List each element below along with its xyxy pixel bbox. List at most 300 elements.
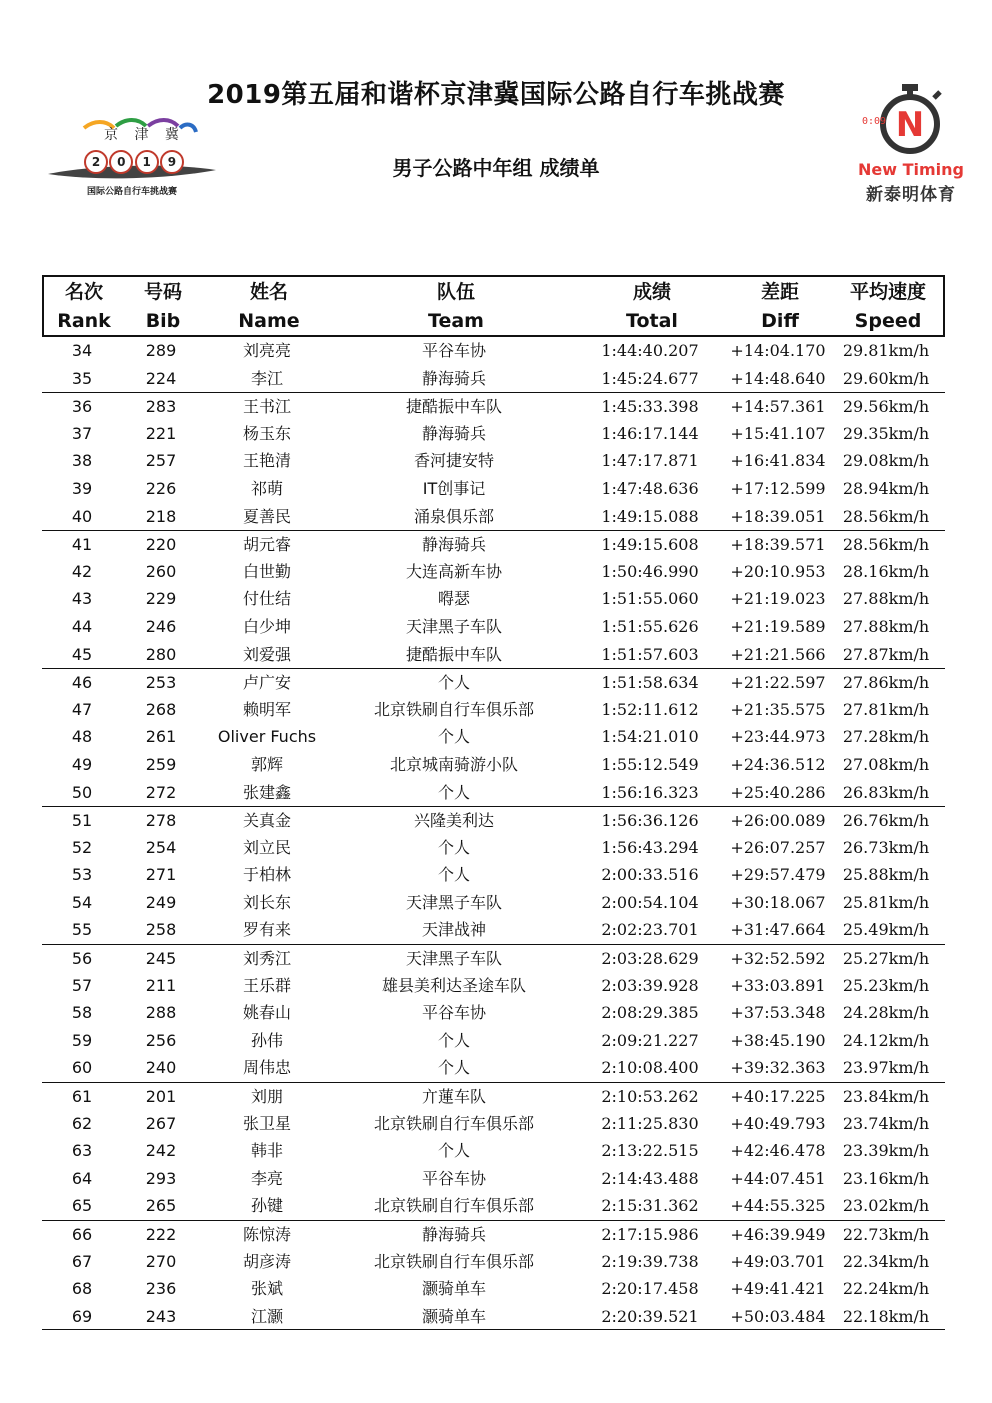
cell-team: 大连高新车协	[405, 561, 502, 581]
cell-total: 1:51:57.603	[601, 644, 699, 664]
logo-year-digit: 1	[135, 150, 159, 174]
cell-speed: 27.28km/h	[842, 727, 930, 747]
table-row	[42, 1220, 945, 1248]
cell-speed: 26.83km/h	[842, 782, 930, 802]
cell-total: 1:51:55.060	[601, 589, 699, 609]
cell-total: 1:51:55.626	[601, 616, 699, 636]
cell-name: 张卫星	[242, 1113, 291, 1133]
cell-diff: +46:39.949	[730, 1225, 826, 1244]
cell-rank: 39	[71, 478, 93, 498]
cell-team: 个人	[437, 1058, 470, 1078]
cell-rank: 66	[71, 1225, 93, 1244]
table-row	[42, 1192, 945, 1220]
cell-bib: 259	[145, 754, 177, 774]
cell-rank: 69	[71, 1306, 93, 1326]
cell-team: 静海骑兵	[421, 423, 486, 443]
cell-team: 静海骑兵	[421, 368, 486, 388]
cell-speed: 22.73km/h	[842, 1225, 930, 1244]
cell-rank: 46	[71, 673, 93, 693]
cell-diff: +38:45.190	[730, 1030, 826, 1050]
cell-name: 刘爱强	[242, 644, 291, 664]
timing-brand-en: New Timing	[858, 160, 964, 179]
cell-speed: 29.56km/h	[842, 397, 930, 417]
cell-total: 1:47:48.636	[601, 478, 699, 498]
cell-diff: +21:19.023	[730, 589, 826, 609]
table-row	[42, 641, 945, 669]
cell-bib: 268	[145, 699, 177, 719]
cell-total: 1:52:11.612	[601, 699, 699, 719]
cell-diff: +18:39.571	[730, 535, 826, 555]
cell-speed: 27.87km/h	[842, 644, 930, 664]
cell-diff: +32:52.592	[730, 949, 826, 969]
cell-bib: 254	[145, 837, 177, 857]
table-row	[42, 944, 945, 972]
cell-name: 于柏林	[242, 865, 291, 885]
cell-diff: +21:21.566	[730, 644, 826, 664]
cell-total: 1:55:12.549	[601, 754, 699, 774]
cell-speed: 28.56km/h	[842, 535, 930, 555]
cell-rank: 52	[71, 837, 93, 857]
cell-diff: +49:41.421	[730, 1279, 826, 1299]
page-title: 2019第五届和谐杯京津冀国际公路自行车挑战赛	[207, 80, 785, 110]
cell-speed: 25.81km/h	[842, 892, 930, 912]
cell-team: 个人	[437, 727, 470, 747]
cell-rank: 62	[71, 1113, 93, 1133]
cell-name: 韩非	[250, 1141, 283, 1161]
cell-speed: 22.34km/h	[842, 1251, 930, 1271]
table-row	[42, 365, 945, 393]
cell-team: 个人	[437, 865, 470, 885]
cell-speed: 23.97km/h	[842, 1058, 930, 1078]
cell-diff: +30:18.067	[730, 892, 826, 912]
cell-team: 个人	[437, 782, 470, 802]
table-body	[42, 337, 945, 1330]
cell-name: 李亮	[250, 1168, 283, 1188]
table-row	[42, 337, 945, 365]
page-subtitle: 男子公路中年组 成绩单	[392, 156, 600, 180]
cell-total: 1:45:33.398	[601, 397, 699, 417]
table-row	[42, 558, 945, 586]
cell-total: 2:13:22.515	[601, 1141, 699, 1161]
cell-team: 雄县美利达圣途车队	[381, 975, 526, 995]
cell-total: 1:46:17.144	[601, 423, 699, 443]
cell-name: 郭辉	[250, 754, 283, 774]
cell-diff: +50:03.484	[730, 1306, 826, 1326]
cell-rank: 64	[71, 1168, 93, 1188]
cell-speed: 29.08km/h	[842, 451, 930, 471]
logo-year-digit: 0	[109, 150, 133, 174]
cell-team: 平谷车协	[421, 341, 486, 360]
table-row	[42, 1248, 945, 1276]
cell-rank: 57	[71, 975, 93, 995]
cell-bib: 253	[145, 673, 177, 693]
cell-total: 1:56:16.323	[601, 782, 699, 802]
table-row	[42, 613, 945, 641]
cell-team: 北京铁刷自行车俱乐部	[373, 1251, 534, 1271]
cell-team: 天津黑子车队	[405, 616, 502, 636]
cell-total: 1:56:43.294	[601, 837, 699, 857]
cell-speed: 27.88km/h	[842, 616, 930, 636]
table-row	[42, 475, 945, 503]
cell-bib: 249	[145, 892, 177, 912]
cell-speed: 26.73km/h	[842, 837, 930, 857]
table-row	[42, 779, 945, 807]
cell-diff: +44:07.451	[730, 1168, 826, 1188]
cell-name: 胡彦涛	[242, 1251, 291, 1271]
cell-total: 2:02:23.701	[601, 920, 699, 940]
cell-team: 涌泉俱乐部	[413, 506, 494, 526]
cell-total: 2:00:54.104	[601, 892, 699, 912]
cell-diff: +14:48.640	[730, 368, 826, 388]
cell-team: 兴隆美利达	[413, 811, 494, 831]
cell-bib: 278	[145, 811, 177, 831]
cell-name: 卢广安	[242, 673, 291, 693]
cell-bib: 280	[145, 644, 177, 664]
cell-name: 刘长东	[242, 892, 291, 912]
cell-diff: +21:22.597	[730, 673, 826, 693]
cell-name: 白世勤	[242, 561, 291, 581]
cell-total: 2:17:15.986	[601, 1225, 699, 1244]
cell-speed: 27.86km/h	[842, 673, 930, 693]
cell-rank: 34	[71, 341, 93, 360]
cell-name: 白少坤	[242, 616, 291, 636]
table-row	[42, 585, 945, 613]
cell-team: 北京铁刷自行车俱乐部	[373, 1113, 534, 1133]
table-row	[42, 889, 945, 917]
results-table	[42, 275, 945, 1330]
table-row	[42, 1054, 945, 1082]
cell-rank: 63	[71, 1141, 93, 1161]
cell-rank: 60	[71, 1058, 93, 1078]
table-row	[42, 392, 945, 420]
cell-team: 灏骑单车	[421, 1306, 486, 1326]
cell-total: 2:00:33.516	[601, 865, 699, 885]
cell-total: 2:03:28.629	[601, 949, 699, 969]
cell-rank: 35	[71, 368, 93, 388]
cell-rank: 54	[71, 892, 93, 912]
cell-total: 1:50:46.990	[601, 561, 699, 581]
cell-diff: +40:49.793	[730, 1113, 826, 1133]
cell-diff: +44:55.325	[730, 1196, 826, 1216]
timing-brand-cn: 新泰明体育	[866, 185, 956, 205]
cell-total: 2:14:43.488	[601, 1168, 699, 1188]
table-row	[42, 916, 945, 944]
cell-speed: 25.49km/h	[842, 920, 930, 940]
table-row	[42, 530, 945, 558]
event-logo	[44, 118, 220, 202]
cell-rank: 43	[71, 589, 93, 609]
logo-year	[84, 150, 184, 174]
cell-team: 北京城南骑游小队	[389, 754, 518, 774]
cell-team: 捷酷振中车队	[405, 644, 502, 664]
cell-speed: 23.84km/h	[842, 1087, 930, 1107]
column-header-speed: 平均速度 Speed	[849, 281, 926, 332]
table-row	[42, 668, 945, 696]
cell-diff: +49:03.701	[730, 1251, 826, 1271]
cell-diff: +31:47.664	[730, 920, 826, 940]
cell-total: 1:51:58.634	[601, 673, 699, 693]
logo-caption: 国际公路自行车挑战赛	[86, 187, 177, 197]
cell-diff: +18:39.051	[730, 506, 826, 526]
cell-speed: 23.02km/h	[842, 1196, 930, 1216]
cell-speed: 29.81km/h	[842, 341, 930, 360]
cell-rank: 56	[71, 949, 93, 969]
cell-speed: 22.24km/h	[842, 1279, 930, 1299]
cell-total: 1:44:40.207	[601, 341, 699, 360]
cell-diff: +40:17.225	[730, 1087, 826, 1107]
table-row	[42, 1082, 945, 1110]
cell-diff: +26:07.257	[730, 837, 826, 857]
cell-bib: 289	[145, 341, 177, 360]
column-header-diff: 差距 Diff	[760, 281, 799, 332]
cell-speed: 28.94km/h	[842, 478, 930, 498]
cell-diff: +14:57.361	[730, 397, 826, 417]
table-row	[42, 503, 945, 531]
cell-rank: 38	[71, 451, 93, 471]
cell-bib: 257	[145, 451, 177, 471]
cell-rank: 47	[71, 699, 93, 719]
cell-team: IT创事记	[422, 478, 486, 498]
cell-speed: 23.74km/h	[842, 1113, 930, 1133]
cell-name: 赖明军	[242, 699, 291, 719]
cell-bib: 261	[145, 727, 177, 747]
table-row	[42, 1137, 945, 1165]
table-row	[42, 834, 945, 862]
cell-rank: 36	[71, 397, 93, 417]
cell-diff: +14:04.170	[730, 341, 826, 360]
column-header-total: 成绩 Total	[626, 281, 678, 332]
cell-team: 灏骑单车	[421, 1279, 486, 1299]
cell-bib: 220	[145, 535, 177, 555]
table-row	[42, 751, 945, 779]
cell-name: 付仕结	[242, 589, 291, 609]
cell-team: 个人	[437, 673, 470, 693]
cell-bib: 272	[145, 782, 177, 802]
cell-bib: 265	[145, 1196, 177, 1216]
logo-name: 京 津 冀	[104, 127, 185, 143]
cell-name: 江灏	[250, 1306, 283, 1326]
cell-speed: 27.08km/h	[842, 754, 930, 774]
cell-rank: 68	[71, 1279, 93, 1299]
cell-team: 捷酷振中车队	[405, 397, 502, 417]
cell-team: 平谷车协	[421, 1003, 486, 1023]
cell-speed: 29.35km/h	[842, 423, 930, 443]
table-row	[42, 420, 945, 448]
cell-bib: 222	[145, 1225, 177, 1244]
table-row	[42, 972, 945, 1000]
cell-speed: 23.16km/h	[842, 1168, 930, 1188]
cell-diff: +42:46.478	[730, 1141, 826, 1161]
cell-total: 2:20:17.458	[601, 1279, 699, 1299]
cell-bib: 271	[145, 865, 177, 885]
cell-total: 2:11:25.830	[601, 1113, 699, 1133]
cell-diff: +25:40.286	[730, 782, 826, 802]
cell-total: 1:49:15.088	[601, 506, 699, 526]
cell-team: 天津黑子车队	[405, 949, 502, 969]
cell-speed: 25.23km/h	[842, 975, 930, 995]
cell-bib: 245	[145, 949, 177, 969]
cell-total: 2:09:21.227	[601, 1030, 699, 1050]
cell-name: 刘立民	[242, 837, 291, 857]
cell-rank: 53	[71, 865, 93, 885]
cell-total: 1:56:36.126	[601, 811, 699, 831]
cell-name: 孙伟	[250, 1030, 283, 1050]
cell-bib: 256	[145, 1030, 177, 1050]
cell-bib: 201	[145, 1087, 177, 1107]
cell-total: 2:08:29.385	[601, 1003, 699, 1023]
timing-dial-text: 0:09	[862, 116, 887, 127]
cell-team: 香河捷安特	[413, 451, 494, 471]
cell-diff: +26:00.089	[730, 811, 826, 831]
cell-name: 王艳清	[242, 451, 291, 471]
cell-total: 2:19:39.738	[601, 1251, 699, 1271]
cell-team: 个人	[437, 1030, 470, 1050]
cell-bib: 240	[145, 1058, 177, 1078]
cell-rank: 49	[71, 754, 93, 774]
svg-text:N: N	[895, 105, 925, 145]
cell-diff: +16:41.834	[730, 451, 826, 471]
cell-diff: +21:35.575	[730, 699, 826, 719]
table-row	[42, 806, 945, 834]
timing-logo	[858, 82, 964, 204]
column-header-rank: 名次 Rank	[57, 281, 111, 332]
cell-name: 夏善民	[242, 506, 291, 526]
cell-name: 王乐群	[242, 975, 291, 995]
table-row	[42, 861, 945, 889]
cell-rank: 65	[71, 1196, 93, 1216]
cell-bib: 211	[145, 975, 177, 995]
cell-bib: 267	[145, 1113, 177, 1133]
cell-rank: 50	[71, 782, 93, 802]
table-row	[42, 999, 945, 1027]
cell-team: 静海骑兵	[421, 1225, 486, 1244]
cell-diff: +17:12.599	[730, 478, 826, 498]
cell-team: 个人	[437, 837, 470, 857]
cell-name: 祁萌	[250, 478, 283, 498]
cell-diff: +15:41.107	[730, 423, 826, 443]
cell-diff: +21:19.589	[730, 616, 826, 636]
cell-rank: 59	[71, 1030, 93, 1050]
cell-name: 刘朋	[250, 1087, 283, 1107]
cell-total: 2:10:53.262	[601, 1087, 699, 1107]
cell-diff: +33:03.891	[730, 975, 826, 995]
cell-speed: 22.18km/h	[842, 1306, 930, 1326]
cell-bib: 258	[145, 920, 177, 940]
column-header-team: 队伍 Team	[428, 281, 484, 332]
cell-bib: 226	[145, 478, 177, 498]
cell-rank: 67	[71, 1251, 93, 1271]
cell-speed: 24.12km/h	[842, 1030, 930, 1050]
cell-diff: +39:32.363	[730, 1058, 826, 1078]
cell-name: 王书江	[242, 397, 291, 417]
cell-speed: 25.27km/h	[842, 949, 930, 969]
cell-rank: 51	[71, 811, 93, 831]
cell-bib: 221	[145, 423, 177, 443]
cell-rank: 55	[71, 920, 93, 940]
cell-name: 关真金	[242, 811, 291, 831]
cell-bib: 283	[145, 397, 177, 417]
cell-name: 杨玉东	[242, 423, 291, 443]
table-row	[42, 1165, 945, 1193]
table-row	[42, 1275, 945, 1303]
cell-name: 李江	[250, 368, 283, 388]
cell-total: 1:54:21.010	[601, 727, 699, 747]
cell-speed: 26.76km/h	[842, 811, 930, 831]
cell-name: 孙键	[250, 1196, 283, 1216]
cell-diff: +23:44.973	[730, 727, 826, 747]
cell-speed: 23.39km/h	[842, 1141, 930, 1161]
cell-bib: 236	[145, 1279, 177, 1299]
cell-diff: +37:53.348	[730, 1003, 826, 1023]
cell-bib: 218	[145, 506, 177, 526]
cell-total: 1:45:24.677	[601, 368, 699, 388]
table-row	[42, 1303, 945, 1331]
cell-diff: +20:10.953	[730, 561, 826, 581]
cell-name: 张斌	[250, 1279, 283, 1299]
cell-bib: 260	[145, 561, 177, 581]
cell-name: 胡元睿	[242, 535, 291, 555]
cell-name: 刘秀江	[242, 949, 291, 969]
cell-bib: 229	[145, 589, 177, 609]
cell-diff: +29:57.479	[730, 865, 826, 885]
table-header	[42, 275, 945, 337]
cell-bib: 224	[145, 368, 177, 388]
cell-rank: 45	[71, 644, 93, 664]
cell-total: 2:03:39.928	[601, 975, 699, 995]
cell-speed: 27.88km/h	[842, 589, 930, 609]
cell-name: 姚春山	[242, 1003, 291, 1023]
cell-name: Oliver Fuchs	[217, 727, 317, 747]
cell-name: 刘亮亮	[242, 341, 291, 360]
cell-rank: 40	[71, 506, 93, 526]
cell-team: 北京铁刷自行车俱乐部	[373, 699, 534, 719]
cell-rank: 41	[71, 535, 93, 555]
cell-bib: 243	[145, 1306, 177, 1326]
cell-rank: 44	[71, 616, 93, 636]
cell-team: 天津黑子车队	[405, 892, 502, 912]
table-row	[42, 696, 945, 724]
cell-team: 天津战神	[421, 920, 486, 940]
stopwatch-icon	[858, 82, 964, 162]
cell-rank: 48	[71, 727, 93, 747]
cell-rank: 37	[71, 423, 93, 443]
cell-rank: 42	[71, 561, 93, 581]
cell-team: 亣蓮车队	[421, 1087, 486, 1107]
column-header-name: 姓名 Name	[238, 281, 300, 332]
logo-year-digit: 2	[84, 150, 108, 174]
table-row	[42, 447, 945, 475]
cell-bib: 242	[145, 1141, 177, 1161]
cell-rank: 61	[71, 1087, 93, 1107]
cell-total: 2:10:08.400	[601, 1058, 699, 1078]
cell-name: 张建鑫	[242, 782, 291, 802]
cell-speed: 29.60km/h	[842, 368, 930, 388]
cell-bib: 293	[145, 1168, 177, 1188]
cell-bib: 288	[145, 1003, 177, 1023]
cell-team: 静海骑兵	[421, 535, 486, 555]
cell-team: 个人	[437, 1141, 470, 1161]
cell-bib: 270	[145, 1251, 177, 1271]
cell-total: 1:47:17.871	[601, 451, 699, 471]
cell-speed: 28.56km/h	[842, 506, 930, 526]
cell-total: 2:20:39.521	[601, 1306, 699, 1326]
cell-bib: 246	[145, 616, 177, 636]
cell-team: 嘚瑟	[437, 589, 470, 609]
cell-name: 罗有来	[242, 920, 291, 940]
cell-speed: 27.81km/h	[842, 699, 930, 719]
table-row	[42, 1027, 945, 1055]
cell-speed: 24.28km/h	[842, 1003, 930, 1023]
